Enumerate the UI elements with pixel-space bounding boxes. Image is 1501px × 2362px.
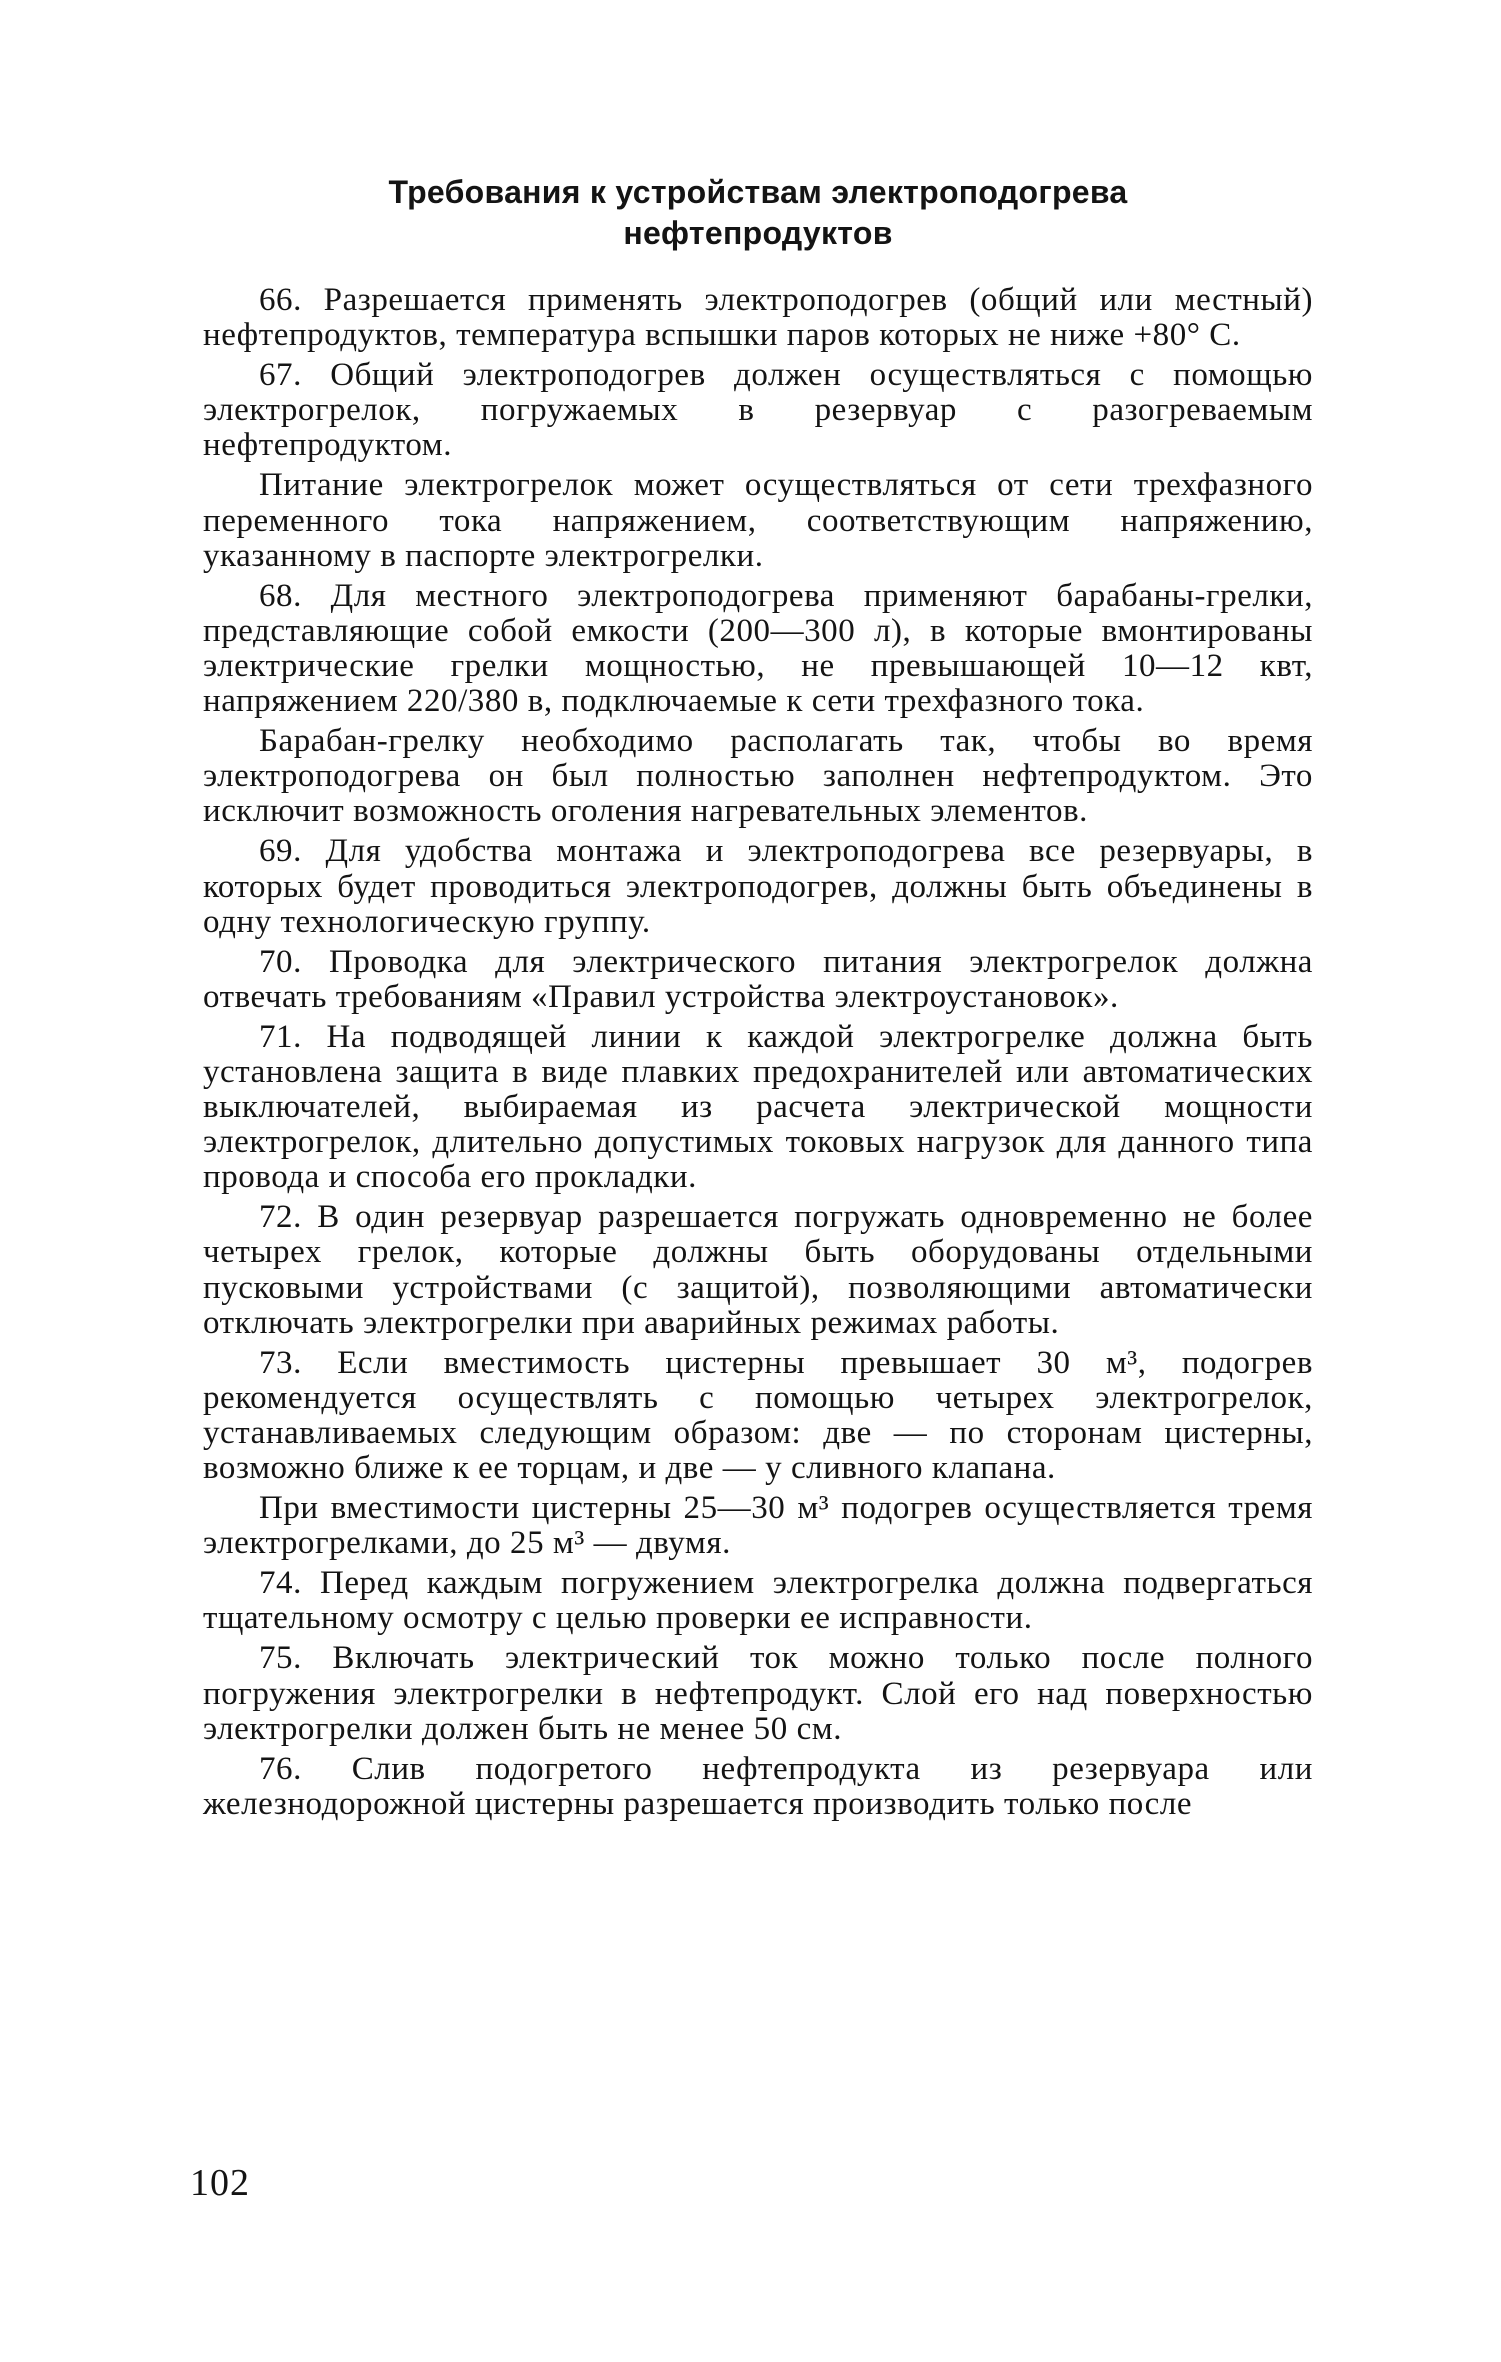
paragraph-73: 73. Если вместимость цистерны превышает 30 м³, подогрев рекомендуется осуществлять с помощью четырех электрогрелок, устанавливаемых следующим образом: две — по сторонам цистерны, возможно ближе к ее торцам, и две — у сливного клапана. xyxy=(203,1344,1313,1486)
paragraph-75: 75. Включать электрический ток можно только после полного погружения электрогрелки в нефтепродукт. Слой его над поверхностью электрогрелки должен быть не менее 50 см. xyxy=(203,1640,1313,1747)
paragraph-67-power-supply: Питание электрогрелок может осуществляться от сети трехфазного переменного тока напряжением, соответствующим напряжению, указанному в паспорте электрогрелки. xyxy=(203,467,1313,574)
paragraph-71: 71. На подводящей линии к каждой электрогрелке должна быть установлена защита в виде плавких предохранителей или автоматических выключателей, выбираемая из расчета электрической мощности электрогрелок, длительно допустимых токовых нагрузок для данного типа провода и способа его прокладки. xyxy=(203,1018,1313,1196)
section-heading-line-1: Требования к устройствам электроподогрева xyxy=(388,174,1128,210)
paragraph-68-drum-heater: Барабан-грелку необходимо располагать так, чтобы во время электроподогрева он был полностью заполнен нефтепродуктом. Это исключит возможность оголения нагревательных элементов. xyxy=(203,723,1313,830)
paragraph-69: 69. Для удобства монтажа и электроподогрева все резервуары, в которых будет проводиться электроподогрев, должны быть объединены в одну технологическую группу. xyxy=(203,833,1313,940)
paragraph-67: 67. Общий электроподогрев должен осуществляться с помощью электрогрелок, погружаемых в резервуар с разогреваемым нефтепродуктом. xyxy=(203,357,1313,464)
section-heading-line-2: нефтепродуктов xyxy=(623,215,893,251)
body-text xyxy=(203,283,1313,1827)
paragraph-74: 74. Перед каждым погружением электрогрелка должна подвергаться тщательному осмотру с целью проверки ее исправности. xyxy=(203,1565,1313,1637)
paragraph-66: 66. Разрешается применять электроподогрев (общий или местный) нефтепродуктов, температура вспышки паров которых не ниже +80° С. xyxy=(203,282,1313,354)
section-heading xyxy=(203,172,1313,254)
paragraph-70: 70. Проводка для электрического питания электрогрелок должна отвечать требованиям «Правил устройства электроустановок». xyxy=(203,943,1313,1015)
paragraph-76: 76. Слив подогретого нефтепродукта из резервуара или железнодорожной цистерны разрешается производить только после xyxy=(203,1750,1313,1822)
paragraph-72: 72. В один резервуар разрешается погружать одновременно не более четырех грелок, которые должны быть оборудованы отдельными пусковыми устройствами (с защитой), позволяющими автоматически отключать электрогрелки при аварийных режимах работы. xyxy=(203,1199,1313,1341)
page-number: 102 xyxy=(190,2162,250,2204)
paragraph-68: 68. Для местного электроподогрева применяют барабаны-грелки, представляющие собой емкости (200—300 л), в которые вмонтированы электрические грелки мощностью, не превышающей 10—12 квт, напряжением 220/380 в, подключаемые к сети трехфазного тока. xyxy=(203,577,1313,720)
paragraph-73-capacity: При вместимости цистерны 25—30 м³ подогрев осуществляется тремя электрогрелками, до 25 м³ — двумя. xyxy=(203,1490,1313,1562)
